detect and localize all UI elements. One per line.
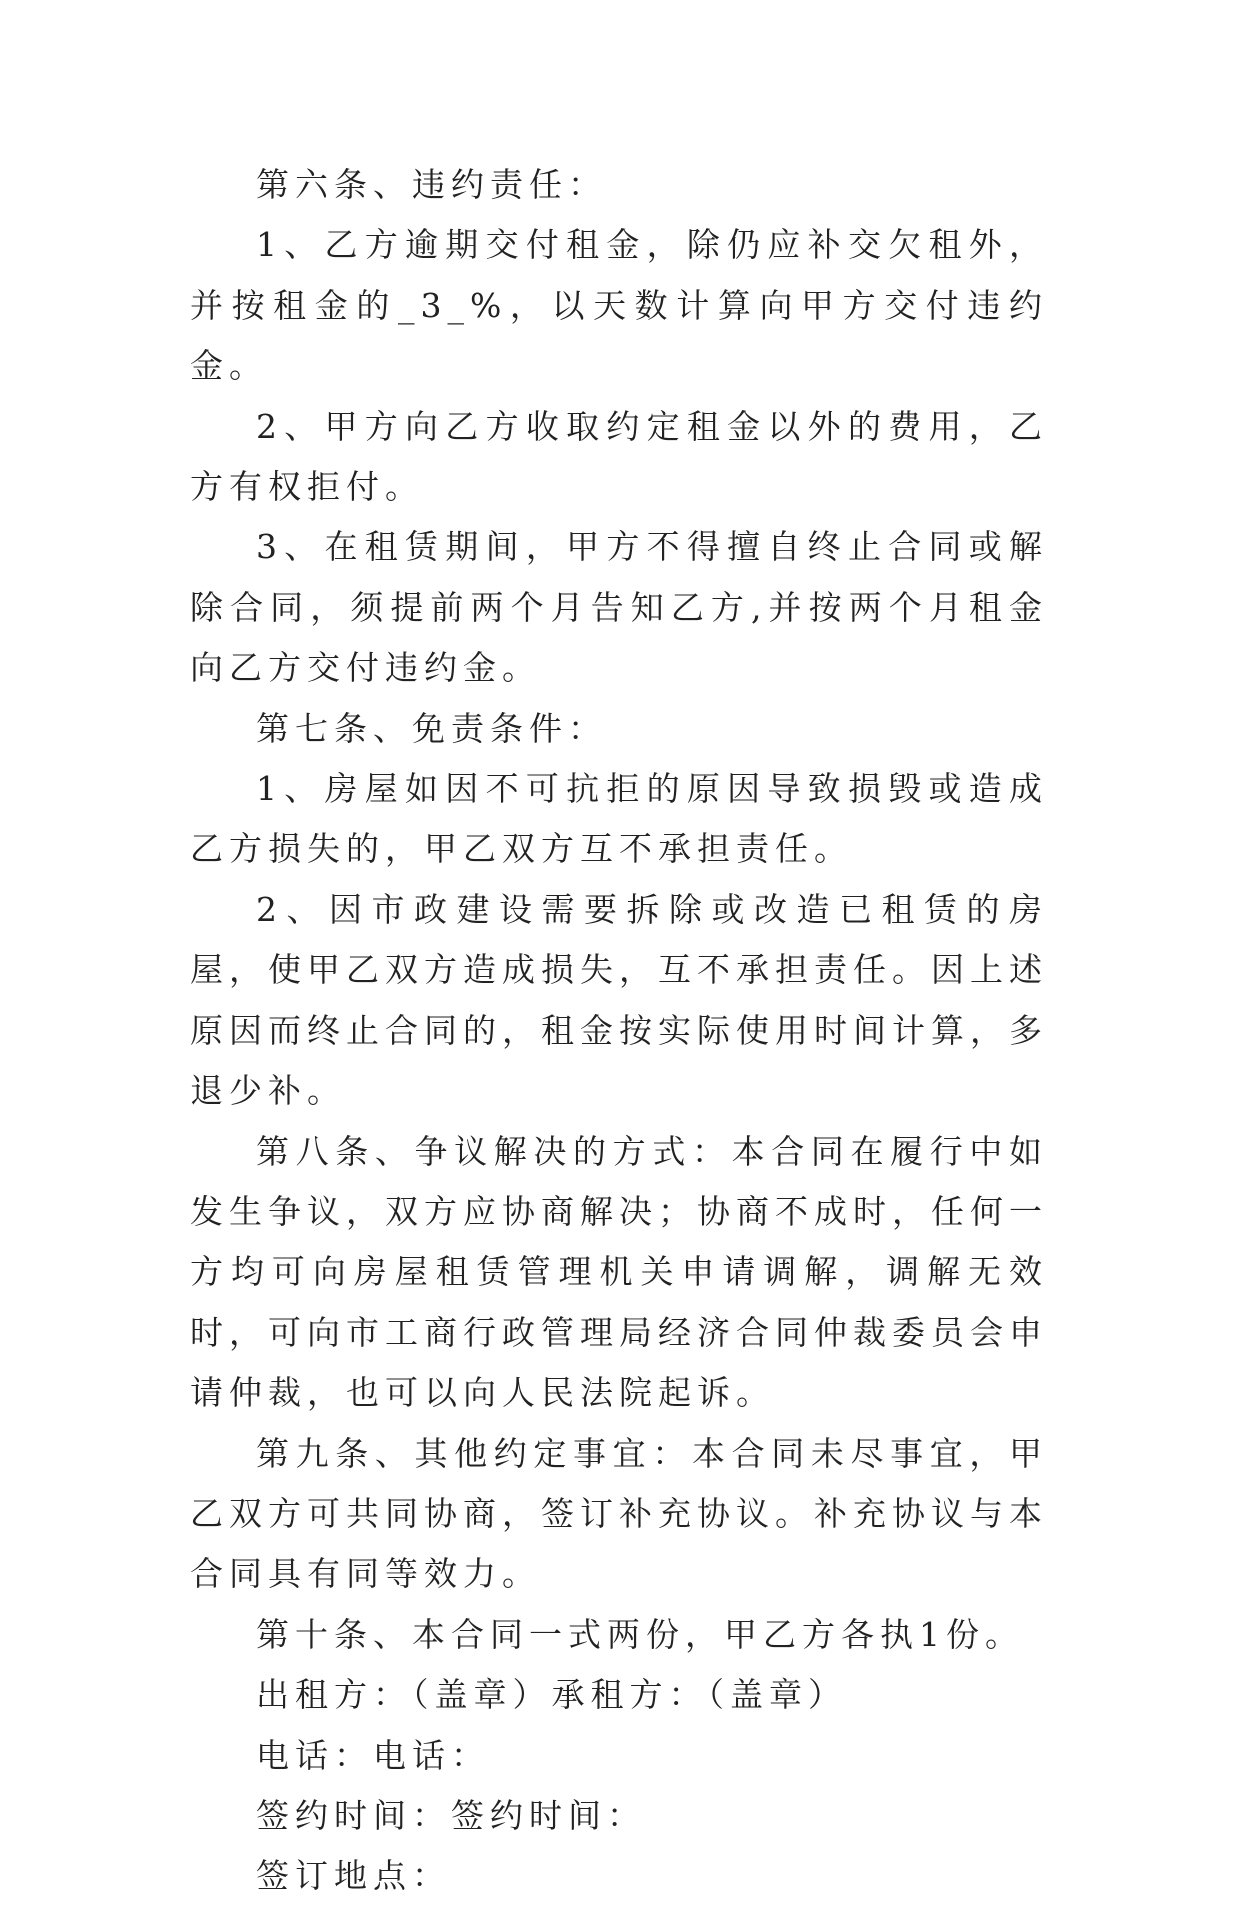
signing-date-line: 签约时间：签约时间： bbox=[256, 1795, 646, 1835]
signing-place-line: 签订地点： bbox=[256, 1856, 451, 1896]
clause-7-item-2: 2、因市政建设需要拆除或改造已租赁的房屋，使甲乙双方造成损失，互不承担责任。因上述原因而终止合同的，租金按实际使用时间计算，多退少补。 bbox=[190, 889, 1048, 1111]
clause-6-item-3: 3、在租赁期间，甲方不得擅自终止合同或解除合同，须提前两个月告知乙方,并按两个月租金向乙方交付违约金。 bbox=[190, 527, 1048, 688]
phone-line: 电话：电话： bbox=[256, 1735, 490, 1775]
clause-6-heading: 第六条、违约责任： bbox=[256, 165, 607, 204]
clause-7-heading: 第七条、免责条件： bbox=[256, 708, 607, 748]
clause-8: 第八条、争议解决的方式：本合同在履行中如发生争议，双方应协商解决；协商不成时，任何一方均可向房屋租赁管理机关申请调解，调解无效时，可向市工商行政管理局经济合同仲裁委员会申请仲裁，也可以向人民法院起诉。 bbox=[190, 1131, 1048, 1413]
clause-7-item-1: 1、房屋如因不可抗拒的原因导致损毁或造成乙方损失的，甲乙双方互不承担责任。 bbox=[190, 769, 1048, 869]
clause-6-item-2: 2、甲方向乙方收取约定租金以外的费用，乙方有权拒付。 bbox=[190, 406, 1048, 507]
signature-parties-line: 出租方：（盖章）承租方：（盖章） bbox=[256, 1675, 847, 1715]
document-body bbox=[190, 155, 1048, 1907]
clause-10: 第十条、本合同一式两份，甲乙方各执1份。 bbox=[256, 1614, 1024, 1654]
clause-9: 第九条、其他约定事宜：本合同未尽事宜，甲乙双方可共同协商，签订补充协议。补充协议与本合同具有同等效力。 bbox=[190, 1433, 1048, 1594]
clause-6-item-1: 1、乙方逾期交付租金，除仍应补交欠租外，并按租金的_3_%，以天数计算向甲方交付违约金。 bbox=[190, 225, 1048, 386]
